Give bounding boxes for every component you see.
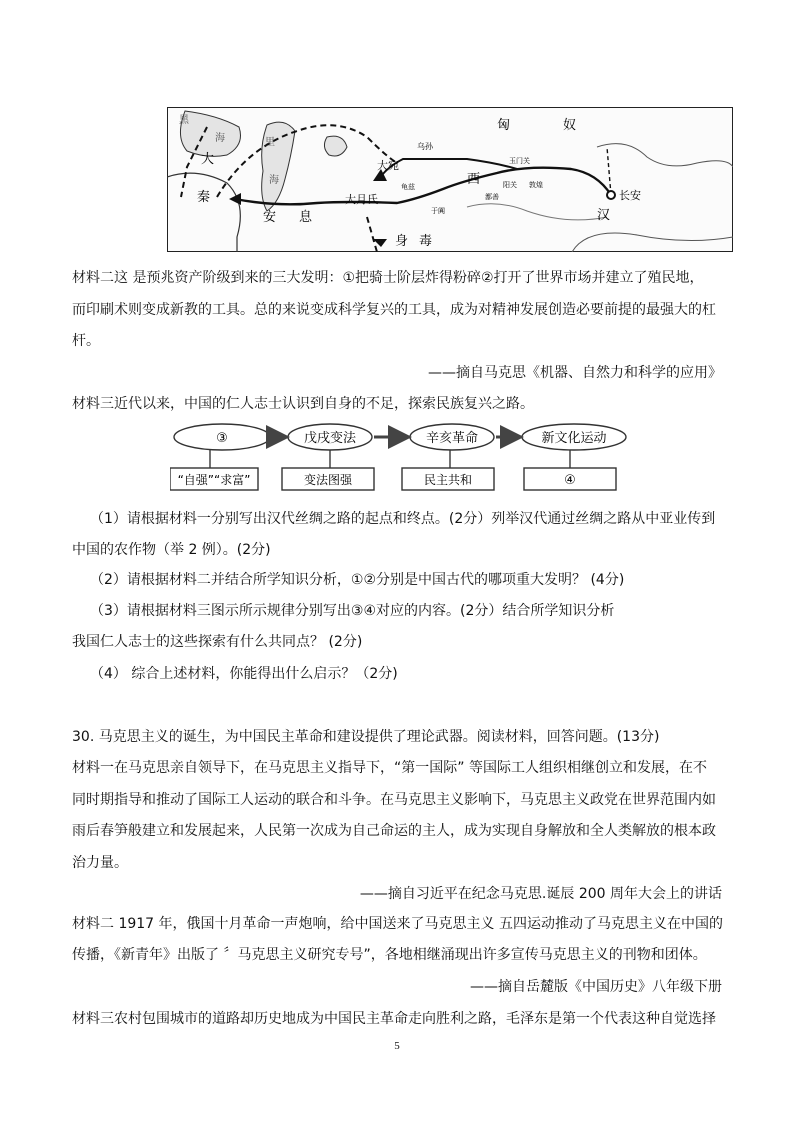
q30-material-2-line-1: 材料二 1917 年，俄国十月革命一声炮响，给中国送来了马克思主义 五四运动推动了马克思主义在中国的 xyxy=(72,916,723,932)
feature-1-label: “自强”“求富” xyxy=(177,473,251,487)
map-label-hei: 黑 xyxy=(179,115,189,126)
stage-3-label: 辛亥革命 xyxy=(425,431,479,446)
silk-road-map xyxy=(167,107,733,252)
feature-3-label: 民主共和 xyxy=(423,473,473,487)
q30-material-1-source: ——摘自习近平在纪念马克思.诞辰 200 周年大会上的讲话 xyxy=(359,886,722,902)
question-3-line-1: （3）请根据材料三图示所示规律分别写出③④对应的内容。(2分）结合所学知识分析 xyxy=(90,603,615,619)
map-label-hai2: 海 xyxy=(269,175,279,186)
map-label-xi: 西 xyxy=(467,172,481,187)
map-label-dayuan: 大宛 xyxy=(377,159,399,172)
map-label-shendu-2: 毒 xyxy=(419,234,433,249)
map-label-shendu-1: 身 xyxy=(395,234,409,249)
map-label-shanshan: 鄯善 xyxy=(485,193,499,201)
q30-material-1-line-2: 同时期指导和推动了国际工人运动的联合和斗争。在马克思主义影响下，马克思主义政党在世界范围内如 xyxy=(72,792,716,808)
q30-material-2-source: ——摘自岳麓版《中国历史》八年级下册 xyxy=(470,979,722,995)
page-number: 5 xyxy=(394,1040,400,1052)
map-label-dunhuang: 敦煌 xyxy=(529,181,543,189)
question-2: （2）请根据材料二并结合所学知识分析，①②分别是中国古代的哪项重大发明？ (4分) xyxy=(90,572,625,588)
map-label-anxi-2: 息 xyxy=(299,210,313,225)
stage-1-label: ③ xyxy=(216,431,228,446)
map-label-qiuci: 龟兹 xyxy=(401,183,415,191)
changan-marker xyxy=(607,191,615,199)
map-label-li: 里 xyxy=(265,137,275,148)
feature-2-label: 变法图强 xyxy=(303,473,353,487)
stage-4-label: 新文化运动 xyxy=(541,431,607,446)
map-label-wusun: 乌孙 xyxy=(417,142,433,151)
q30-material-1-line-1: 材料一在马克思亲自领导下，在马克思主义指导下，“第一国际” 等国际工人组织相继创立和发展，在不 xyxy=(72,760,707,776)
material-2-source: ——摘自马克思《机器、自然力和科学的应用》 xyxy=(428,365,722,381)
question-3-line-2: 我国仁人志士的这些探索有什么共同点？ (2分) xyxy=(72,634,363,650)
map-label-yumenguan: 玉门关 xyxy=(509,157,530,165)
map-label-hai: 海 xyxy=(215,133,225,144)
map-label-han: 汉 xyxy=(597,208,611,223)
q30-material-3-line-1: 材料三农村包围城市的道路却历史地成为中国民主革命走向胜利之路，毛泽东是第一个代表这种自觉选择 xyxy=(72,1011,716,1027)
exploration-flow-diagram xyxy=(170,422,630,494)
question-1-line-2: 中国的农作物（举 2 例）。(2分) xyxy=(72,542,271,558)
question-30-title: 30. 马克思主义的诞生，为中国民主革命和建设提供了理论武器。阅读材料，回答问题。(13分) xyxy=(72,729,660,745)
material-3-intro: 材料三近代以来，中国的仁人志士认识到自身的不足，探索民族复兴之路。 xyxy=(72,396,534,412)
map-label-xiongnu-1: 匈 xyxy=(497,118,511,133)
material-2-line-1: 材料二这 是预兆资产阶级到来的三大发明：①把骑士阶层炸得粉碎②打开了世界市场并建立了殖民地， xyxy=(72,270,704,286)
map-label-anxi-1: 安 xyxy=(263,210,277,225)
q30-material-1-line-4: 治力量。 xyxy=(72,855,128,871)
q30-material-2-line-2: 传播，《新青年》出版了 〞马克思主义研究专号”，各地相继涌现出许多宣传马克思主义的刊物和团体。 xyxy=(72,947,707,963)
question-1-line-1: （1）请根据材料一分别写出汉代丝绸之路的起点和终点。(2分）列举汉代通过丝绸之路从中亚业传到 xyxy=(90,511,716,527)
map-label-yangguan: 阳关 xyxy=(503,181,517,189)
material-2-line-3: 杆。 xyxy=(72,333,100,349)
stage-2-label: 戊戌变法 xyxy=(303,431,357,446)
question-4: （4） 综合上述材料，你能得出什么启示？（2分) xyxy=(90,666,398,682)
map-label-da: 大 xyxy=(201,152,215,167)
feature-4-label: ④ xyxy=(564,473,576,488)
map-label-yutian: 于阗 xyxy=(431,207,445,215)
map-label-qin: 秦 xyxy=(197,190,211,205)
material-2-line-2: 而印刷术则变成新教的工具。总的来说变成科学复兴的工具，成为对精神发展创造必要前提的最强大的杠 xyxy=(72,302,716,318)
map-label-changan: 长安 xyxy=(619,189,641,202)
map-label-dayuezhi: 大月氏 xyxy=(345,193,378,206)
map-label-xiongnu-2: 奴 xyxy=(563,118,577,133)
q30-material-1-line-3: 雨后春笋般建立和发展起来，人民第一次成为自己命运的主人，成为实现自身解放和全人类解放的根本政 xyxy=(72,823,716,839)
